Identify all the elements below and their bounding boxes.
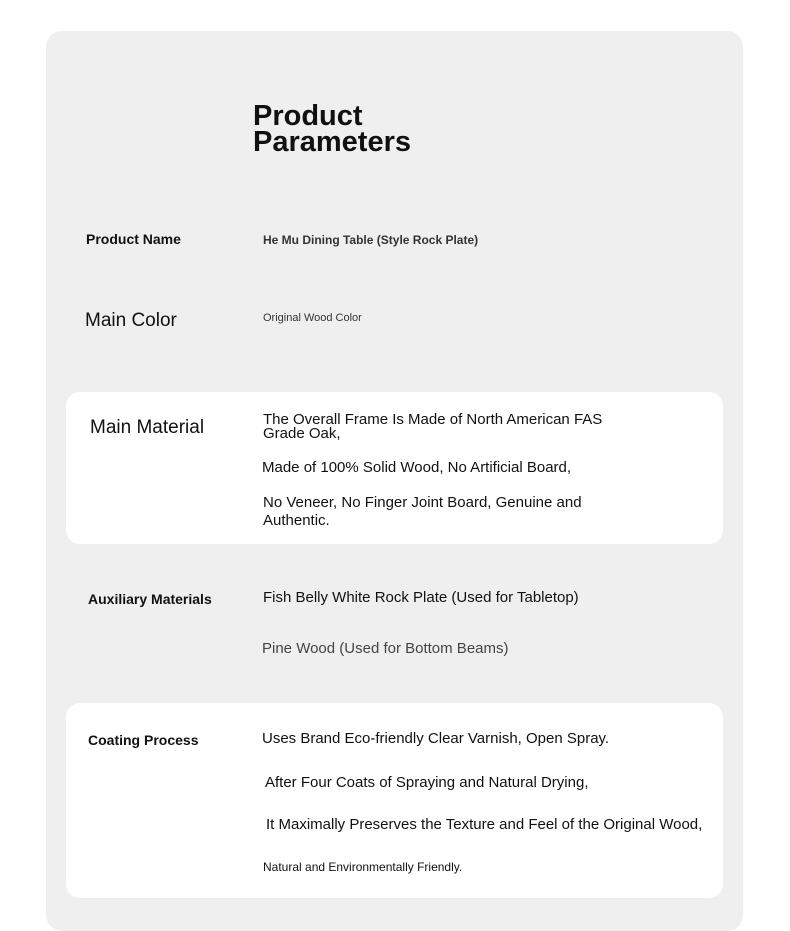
title-line-2: Parameters	[253, 126, 411, 158]
main-material-line-1: The Overall Frame Is Made of North American FAS	[263, 411, 603, 428]
main-color-label: Main Color	[85, 310, 177, 331]
main-material-line-3: Made of 100% Solid Wood, No Artificial Board,	[262, 459, 572, 476]
title-line-1: Product	[253, 100, 363, 132]
product-name-value: He Mu Dining Table (Style Rock Plate)	[263, 233, 479, 247]
main-material-line-5: Authentic.	[263, 512, 330, 529]
main-material-label: Main Material	[90, 417, 205, 438]
main-material-line-2: Grade Oak,	[263, 425, 341, 442]
page-title	[253, 100, 411, 158]
coating-process-line-1: Uses Brand Eco-friendly Clear Varnish, Open Spray.	[262, 730, 610, 747]
coating-process-label: Coating Process	[88, 732, 199, 748]
main-color-value: Original Wood Color	[263, 312, 362, 324]
coating-process-line-4: Natural and Environmentally Friendly.	[263, 860, 463, 874]
main-material-line-4: No Veneer, No Finger Joint Board, Genuine and	[263, 494, 582, 511]
coating-process-line-3: It Maximally Preserves the Texture and Feel of the Original Wood,	[266, 816, 703, 833]
coating-process-line-2: After Four Coats of Spraying and Natural Drying,	[265, 774, 589, 791]
product-name-label: Product Name	[86, 231, 181, 247]
auxiliary-materials-line-2: Pine Wood (Used for Bottom Beams)	[262, 640, 509, 657]
auxiliary-materials-label: Auxiliary Materials	[88, 591, 212, 607]
auxiliary-materials-line-1: Fish Belly White Rock Plate (Used for Tabletop)	[263, 589, 579, 606]
